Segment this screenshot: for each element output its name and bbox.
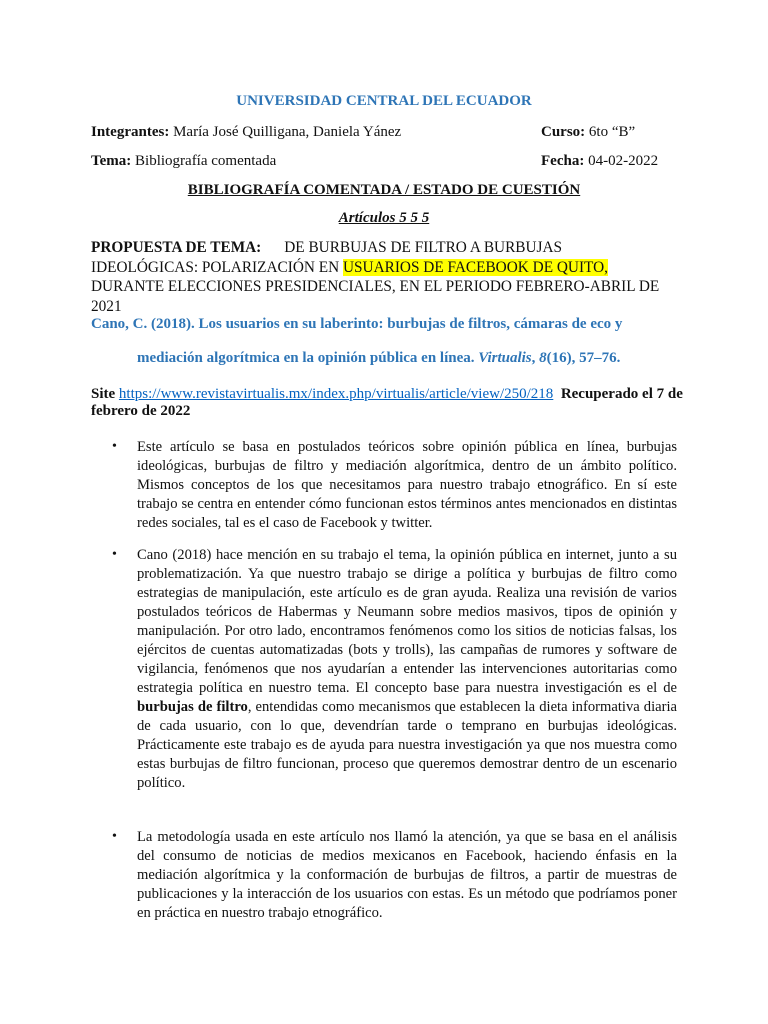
integrantes-value: María José Quilligana, Daniela Yánez: [173, 124, 402, 140]
citation-title-end: mediación algorítmica en la opinión pública en línea.: [137, 350, 475, 366]
bullet-2-text-b: , entendidas como mecanismos que establecen la dieta informativa diaria de cada usuario, con lo que, devendrían tarde o temprano en burbujas ideológicas. Prácticamente este trabajo es de ayuda para nuestra investigación ya que nos muestra como estas burbujas de filtro funcionan, proceso que queremos demostrar dentro de un escenario político.: [137, 699, 677, 791]
curso-line: [541, 124, 635, 141]
fecha-line: [541, 153, 658, 170]
retrieved-date: Recuperado el 7 de febrero de 2022: [91, 386, 683, 419]
fecha-value: 04-02-2022: [588, 153, 659, 169]
bullet-paragraph-1: Este artículo se basa en postulados teóricos sobre opinión pública en línea, burbujas ideológicas, burbujas de filtro y mediación algorítmica, dentro de un ámbito político. Mismos conceptos de los que necesitamos para nuestro trabajo etnográfico. En sí este trabajo se centra en entender cómo funcionan estos términos antes mencionados en distintas redes sociales, tal es el caso de Facebook y twitter.: [137, 439, 677, 531]
article-link[interactable]: https://www.revistavirtualis.mx/index.php/virtualis/article/view/250/218: [118, 386, 554, 402]
bullet-2-bold: burbujas de filtro: [137, 699, 248, 715]
citation-issue-pages: (16), 57–76.: [546, 350, 621, 366]
integrantes-label: Integrantes:: [91, 124, 170, 140]
bullet-2-text-a: Cano (2018) hace mención en su trabajo el tema, la opinión pública en internet, junto a su problematización. Ya que nuestro trabajo se dirige a política y burbujas de filtro como estrategias de manipulación, este artículo es de gran ayuda. Realiza una revisión de varios postulados teóricos de Habermas y Neumann sobre medios masivos, tipos de opinión y manipulación. Por otro lado, encontramos fenómenos como los sitios de noticias falsas, los ejércitos de cuentas automatizadas (bots y trolls), las campañas de rumores y software de vigilancia, fenómenos que nos ayudarían a entender las intervenciones autoritarias como estrategia política en nuestro tema. El concepto base para nuestra investigación es el de: [137, 547, 677, 696]
proposal-label: PROPUESTA DE TEMA:: [91, 239, 262, 256]
citation-journal: Virtualis: [478, 350, 532, 366]
citation-line-2: mediación algorítmica en la opinión pública en línea. Virtualis, 8(16), 57–76.: [137, 350, 621, 366]
proposal-text-1: DE BURBUJAS DE FILTRO A BURBUJAS IDEOLÓGICAS: POLARIZACIÓN EN: [91, 239, 563, 276]
tema-label: Tema:: [91, 153, 132, 169]
bullet-dot-3: •: [112, 829, 117, 844]
section-title: BIBLIOGRAFÍA COMENTADA / ESTADO DE CUESTIÓN: [187, 182, 581, 198]
curso-label: Curso:: [541, 124, 586, 140]
university-title: UNIVERSIDAD CENTRAL DEL ECUADOR: [236, 93, 532, 109]
bullet-paragraph-2: [137, 546, 677, 793]
bullet-dot-1: •: [112, 439, 117, 454]
bullet-paragraph-3: La metodología usada en este artículo nos llamó la atención, ya que se basa en el análisis del consumo de noticias de medios mexicanos en Facebook, haciendo énfasis en la mediación algorítmica y la conformación de burbujas de filtros, a partir de muestras de publicaciones y la interacción de los usuarios con estas. Es un método que podríamos poner en práctica en nuestro trabajo etnográfico.: [137, 829, 677, 921]
bullet-dot-2: •: [112, 547, 117, 562]
site-label: Site: [91, 386, 116, 402]
proposal-text-2: DURANTE ELECCIONES PRESIDENCIALES, EN EL PERIODO FEBRERO-ABRIL DE 2021: [91, 278, 660, 315]
site-line: [91, 386, 691, 420]
proposal-highlight: USUARIOS DE FACEBOOK DE QUITO,: [342, 258, 608, 276]
articles-label: Artículos 5 5 5: [338, 210, 430, 226]
tema-line: [91, 153, 276, 170]
fecha-label: Fecha:: [541, 153, 585, 169]
citation-volume: 8: [539, 350, 547, 366]
integrantes-line: [91, 124, 401, 141]
tema-value: Bibliografía comentada: [135, 153, 277, 169]
proposal-paragraph: [91, 238, 671, 316]
curso-value: 6to “B”: [588, 124, 636, 140]
citation-line-1: Cano, C. (2018). Los usuarios en su laberinto: burbujas de filtros, cámaras de eco y: [91, 316, 623, 332]
